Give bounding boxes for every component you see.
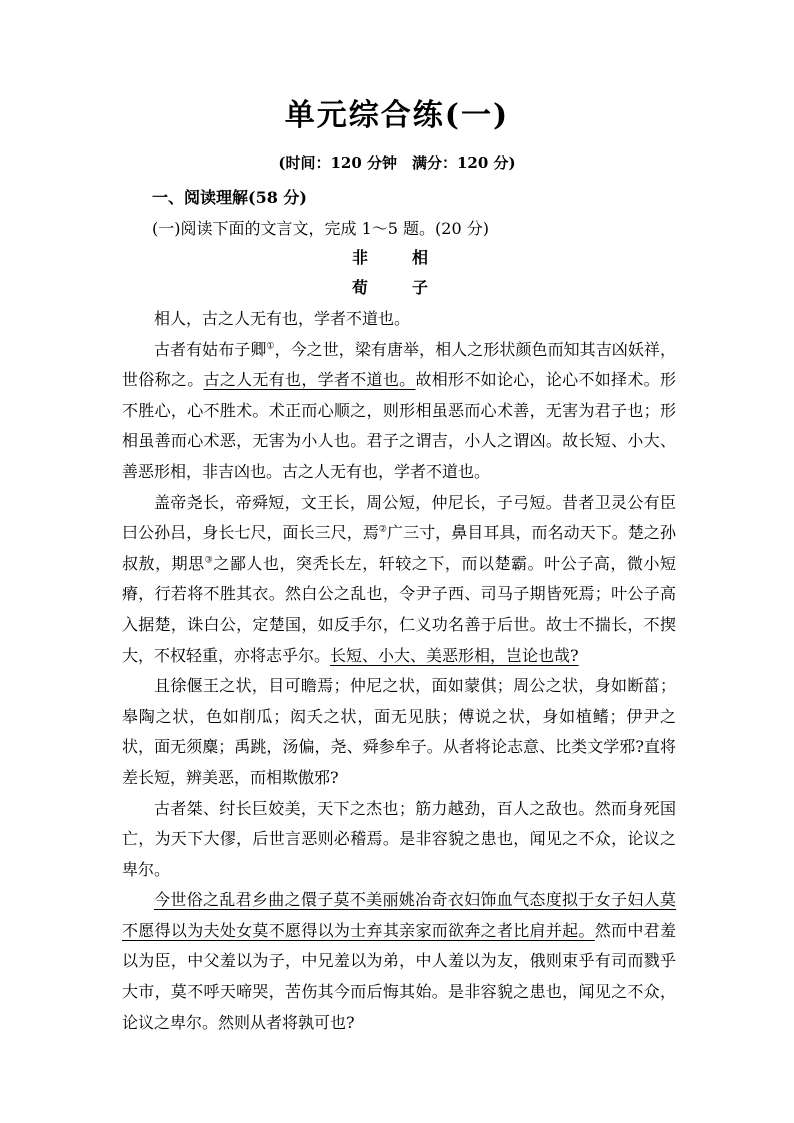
essay-author: 荀 子 xyxy=(351,278,442,297)
exam-time-info: (时间：120 分钟 满分：120 分) xyxy=(278,154,516,172)
paragraph-text: 盖帝尧长，帝舜短，文王长，周公短，仲尼长，子弓短。昔者卫灵公有臣曰公孙吕，身长七尺，面长三尺，焉 xyxy=(122,492,676,543)
paragraph-text: 古者有姑布子卿 xyxy=(154,339,267,359)
footnote-marker: ① xyxy=(266,341,275,352)
paragraph-text: ，今之世，梁有唐举，相人之形状颜色而知其吉凶妖祥，世俗称之。 xyxy=(122,339,676,390)
underlined-sentence: 古之人无有也，学者不道也。 xyxy=(203,370,416,390)
essay-body xyxy=(122,304,676,1038)
paragraph-text: 然而中君羞以为臣，中父羞以为子，中兄羞以为弟，中人羞以为友，俄则束乎有司而戮乎大市，莫不呼天啼哭，苦伤其今而后悔其始。是非容貌之患也，闻见之不众，论议之卑尔。然则从者将孰可也? xyxy=(122,920,676,1032)
page-title: 单元综合练(一) xyxy=(284,98,510,133)
paragraph xyxy=(122,885,676,1038)
part-instruction: (一)阅读下面的文言文，完成 1～5 题。(20 分) xyxy=(152,219,489,238)
underlined-sentence: 今世俗之乱君乡曲之儇子莫不美丽姚冶奇衣妇饰血气态度拟于女子妇人莫不愿得以为夫处女莫不愿得以为士弃其亲家而欲奔之者比肩并起。 xyxy=(122,890,676,940)
paragraph xyxy=(122,794,676,886)
section-heading: 一、阅读理解(58 分) xyxy=(152,188,307,207)
paragraph-text: 古者桀、纣长巨姣美，天下之杰也；筋力越劲，百人之敌也。然而身死国亡，为天下大僇，后世言恶则必稽焉。是非容貌之患也，闻见之不众，论议之卑尔。 xyxy=(122,798,676,879)
paragraph-text: 相人，古之人无有也，学者不道也。 xyxy=(154,309,411,328)
paragraph xyxy=(122,488,676,672)
underlined-sentence: 长短、小大、美恶形相，岂论也哉? xyxy=(330,645,579,665)
footnote-marker: ③ xyxy=(204,555,214,566)
paragraph-text: 故相形不如论心，论心不如择术。形不胜心，心不胜术。术正而心顺之，则形相虽恶而心术善，无害为君子也；形相虽善而心术恶，无害为小人也。君子之谓吉，小人之谓凶。故长短、小大、善恶形相，非吉凶也。古之人无有也，学者不道也。 xyxy=(122,370,676,481)
paragraph-text: 之鄙人也，突秃长左，轩较之下，而以楚霸。叶公子高，微小短瘠，行若将不胜其衣。然白公之乱也，令尹子西、司马子期皆死焉；叶公子高入据楚，诛白公，定楚国，如反手尔，仁义功名善于后世。故士不揣长，不揳大，不权轻重，亦将志乎尔。 xyxy=(122,553,676,665)
paragraph-text: 且徐偃王之状，目可瞻焉；仲尼之状，面如蒙倛；周公之状，身如断菑；皋陶之状，色如削瓜；闳夭之状，面无见肤；傅说之状，身如植鳍；伊尹之状，面无须麋；禹跳，汤偏，尧、舜参牟子。从者将论志意、比类文学邪?直将差长短，辨美恶，而相欺傲邪? xyxy=(122,676,676,787)
essay-title: 非 相 xyxy=(351,248,442,267)
paragraph xyxy=(122,335,676,488)
paragraph-text: 广三寸，鼻目耳具，而名动天下。楚之孙叔敖，期思 xyxy=(122,523,676,573)
paragraph xyxy=(122,671,676,793)
footnote-marker: ② xyxy=(378,524,388,535)
paragraph xyxy=(122,304,676,335)
